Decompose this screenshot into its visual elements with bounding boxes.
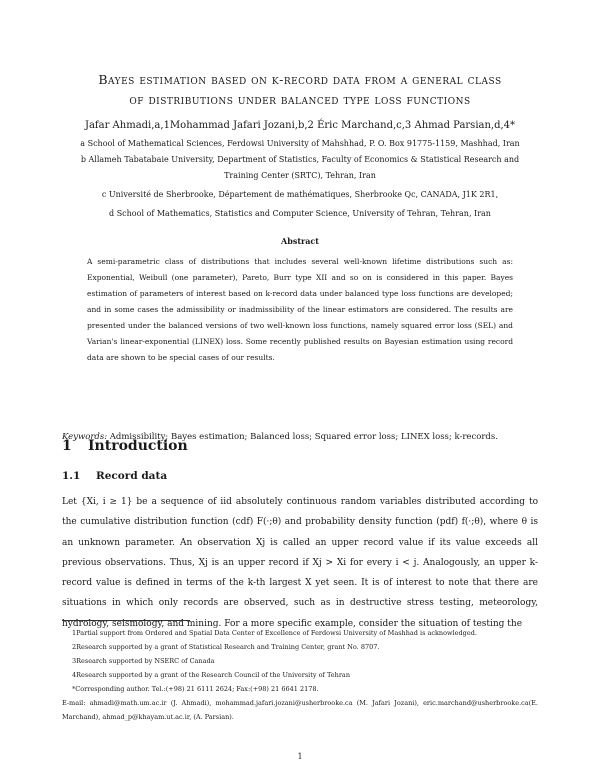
subsection-heading: [62, 470, 167, 482]
footnote-4: 4Research supported by a grant of the Research Council of the University of Tehran: [72, 671, 350, 679]
keywords-text: Admissibility; Bayes estimation; Balanced loss; Squared error loss; LINEX loss; k-records.: [109, 432, 498, 442]
footnote-corresponding: *Corresponding author. Tel.:(+98) 21 6111 2624; Fax:(+98) 21 6641 2178.: [72, 685, 319, 693]
section-heading: [62, 438, 188, 454]
page-number: 1: [297, 752, 303, 761]
abstract-text: A semi-parametric class of distributions that includes several well-known lifetime distributions such as: Exponential, Weibull (one parameter), Pareto, Burr type XII and so on is considered in this paper. Bayes estimation of parameters of interest based on k-record data under balanced type loss functions are developed; and in some cases the admissibility or inadmissibility of the linear estimators are considered. The results are presented under the balanced versions of two well-known loss functions, namely squared error loss (SEL) and Varian's linear-exponential (LINEX) loss. Some recently published results on Bayesian estimation using record data are shown to be special cases of our results.: [87, 257, 513, 362]
footnote-1: 1Partial support from Ordered and Spatial Data Center of Excellence of Ferdowsi University of Mashhad is acknowledged.: [72, 629, 477, 637]
subsection-number: 1.1: [62, 470, 81, 482]
affiliation-b-cont: Training Center (SRTC), Tehran, Iran: [224, 171, 376, 180]
section-number: 1: [62, 438, 72, 454]
affiliation-a: a School of Mathematical Sciences, Ferdowsi University of Mahshhad, P. O. Box 91775-1159, Mashhad, Iran: [80, 139, 520, 148]
subsection-title: Record data: [96, 470, 168, 482]
footnote-2: 2Research supported by a grant of Statistical Research and Training Center, grant No. 8707.: [72, 643, 380, 651]
title-line-2: of distributions under balanced type loss functions: [129, 92, 471, 107]
keywords-label: Keywords:: [62, 432, 108, 442]
affiliation-c: c Université de Sherbrooke, Département de mathématiques, Sherbrooke Qc, CANADA, J1K 2R1,: [101, 190, 499, 199]
title-line-1: Bayes estimation based on k-record data from a general class: [98, 72, 502, 87]
footnote-rule: [62, 620, 190, 621]
abstract-heading: Abstract: [281, 236, 319, 246]
affiliation-d: d School of Mathematics, Statistics and Computer Science, University of Tehran, Tehran, Iran: [109, 209, 491, 218]
paper-title: [50, 70, 550, 110]
affiliation-b: b Allameh Tabatabaie University, Department of Statistics, Faculty of Economics & Statistical Research and: [80, 155, 520, 164]
body-paragraph: Let {Xi, i ≥ 1} be a sequence of iid absolutely continuous random variables distributed according to the cumulative distribution function (cdf) F(·;θ) and probability density function (pdf) f(·;θ), where θ is an unknown parameter. An observation Xj is called an upper record value if its value exceeds all previous observations. Thus, Xj is an upper record if Xj > Xi for every i < j. Analogously, an upper k-record value is defined in terms of the k-th largest X yet seen. It is of interest to note that there are situations in which only records are observed, such as in destructive stress testing, meteorology, hydrology, seismology, and mining. For a more specific example, consider the situation of testing the: [62, 497, 538, 629]
footnote-3: 3Research supported by NSERC of Canada: [72, 657, 215, 665]
author-list: Jafar Ahmadi,a,1Mohammad Jafari Jozani,b,2 Éric Marchand,c,3 Ahmad Parsian,d,4*: [84, 120, 516, 131]
footnotes: [62, 626, 538, 724]
email-addresses: E-mail: ahmadi@math.um.ac.ir (J. Ahmadi), mohammad.jafari.jozani@usherbrooke.ca (M. Jafari Jozani), eric.marchand@usherbrooke.ca(E. Marchand), ahmad_p@khayam.ut.ac.ir, (A. Parsian).: [62, 699, 538, 721]
section-title: Introduction: [88, 438, 188, 454]
